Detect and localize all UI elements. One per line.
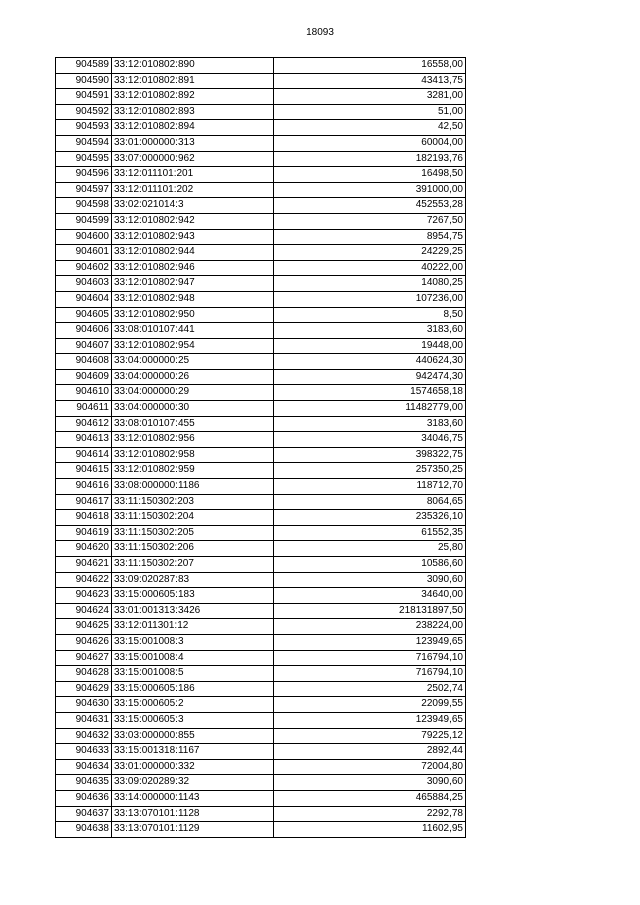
cadastral-number-cell: 33:02:021014:3 [112, 198, 274, 214]
value-cell: 8954,75 [274, 229, 466, 245]
cadastral-number-cell: 33:11:150302:206 [112, 541, 274, 557]
row-number-cell: 904629 [56, 681, 112, 697]
cadastral-number-cell: 33:12:010802:946 [112, 260, 274, 276]
row-number-cell: 904630 [56, 697, 112, 713]
row-number-cell: 904620 [56, 541, 112, 557]
table-row [56, 323, 466, 339]
row-number-cell: 904634 [56, 759, 112, 775]
cadastral-number-cell: 33:07:000000:962 [112, 151, 274, 167]
row-number-cell: 904590 [56, 73, 112, 89]
value-cell: 11602,95 [274, 822, 466, 838]
table-row [56, 198, 466, 214]
cadastral-number-cell: 33:09:020287:83 [112, 572, 274, 588]
row-number-cell: 904624 [56, 603, 112, 619]
table-row [56, 494, 466, 510]
table-row [56, 525, 466, 541]
row-number-cell: 904592 [56, 104, 112, 120]
cadastral-number-cell: 33:12:010802:956 [112, 432, 274, 448]
table-row [56, 634, 466, 650]
row-number-cell: 904612 [56, 416, 112, 432]
value-cell: 391000,00 [274, 182, 466, 198]
cadastral-number-cell: 33:12:010802:894 [112, 120, 274, 136]
table-row [56, 681, 466, 697]
value-cell: 465884,25 [274, 790, 466, 806]
row-number-cell: 904594 [56, 135, 112, 151]
row-number-cell: 904631 [56, 712, 112, 728]
table-row [56, 385, 466, 401]
cadastral-number-cell: 33:12:010802:891 [112, 73, 274, 89]
table-row [56, 603, 466, 619]
row-number-cell: 904632 [56, 728, 112, 744]
row-number-cell: 904609 [56, 369, 112, 385]
table-row [56, 338, 466, 354]
table-row [56, 401, 466, 417]
cadastral-number-cell: 33:12:010802:943 [112, 229, 274, 245]
row-number-cell: 904617 [56, 494, 112, 510]
cadastral-number-cell: 33:12:010802:893 [112, 104, 274, 120]
value-cell: 16558,00 [274, 58, 466, 74]
table-row [56, 447, 466, 463]
cadastral-table [55, 57, 466, 838]
cadastral-number-cell: 33:12:010802:950 [112, 307, 274, 323]
cadastral-number-cell: 33:04:000000:30 [112, 401, 274, 417]
row-number-cell: 904636 [56, 790, 112, 806]
row-number-cell: 904589 [56, 58, 112, 74]
cadastral-number-cell: 33:04:000000:26 [112, 369, 274, 385]
cadastral-number-cell: 33:15:001008:5 [112, 666, 274, 682]
cadastral-number-cell: 33:08:010107:455 [112, 416, 274, 432]
row-number-cell: 904610 [56, 385, 112, 401]
row-number-cell: 904596 [56, 167, 112, 183]
value-cell: 34640,00 [274, 588, 466, 604]
table-row [56, 728, 466, 744]
table-row [56, 697, 466, 713]
cadastral-number-cell: 33:12:010802:954 [112, 338, 274, 354]
table-row [56, 213, 466, 229]
row-number-cell: 904614 [56, 447, 112, 463]
row-number-cell: 904618 [56, 510, 112, 526]
table-row [56, 744, 466, 760]
table-row [56, 73, 466, 89]
row-number-cell: 904611 [56, 401, 112, 417]
cadastral-number-cell: 33:12:010802:948 [112, 291, 274, 307]
table-row [56, 775, 466, 791]
value-cell: 235326,10 [274, 510, 466, 526]
value-cell: 123949,65 [274, 712, 466, 728]
row-number-cell: 904608 [56, 354, 112, 370]
table-row [56, 510, 466, 526]
cadastral-number-cell: 33:12:011101:202 [112, 182, 274, 198]
cadastral-number-cell: 33:08:000000:1186 [112, 479, 274, 495]
cadastral-number-cell: 33:15:000605:186 [112, 681, 274, 697]
table-row [56, 229, 466, 245]
value-cell: 14080,25 [274, 276, 466, 292]
row-number-cell: 904591 [56, 89, 112, 105]
cadastral-number-cell: 33:11:150302:203 [112, 494, 274, 510]
cadastral-number-cell: 33:01:000000:313 [112, 135, 274, 151]
row-number-cell: 904615 [56, 463, 112, 479]
value-cell: 2292,78 [274, 806, 466, 822]
table-row [56, 463, 466, 479]
row-number-cell: 904616 [56, 479, 112, 495]
row-number-cell: 904598 [56, 198, 112, 214]
value-cell: 2892,44 [274, 744, 466, 760]
table-row [56, 541, 466, 557]
cadastral-number-cell: 33:12:011101:201 [112, 167, 274, 183]
table-row [56, 245, 466, 261]
row-number-cell: 904619 [56, 525, 112, 541]
value-cell: 11482779,00 [274, 401, 466, 417]
table-row [56, 822, 466, 838]
cadastral-number-cell: 33:11:150302:207 [112, 557, 274, 573]
value-cell: 8,50 [274, 307, 466, 323]
cadastral-number-cell: 33:12:010802:892 [112, 89, 274, 105]
value-cell: 716794,10 [274, 666, 466, 682]
table-row [56, 712, 466, 728]
value-cell: 25,80 [274, 541, 466, 557]
row-number-cell: 904621 [56, 557, 112, 573]
value-cell: 16498,50 [274, 167, 466, 183]
value-cell: 19448,00 [274, 338, 466, 354]
table-row [56, 666, 466, 682]
value-cell: 238224,00 [274, 619, 466, 635]
table-row [56, 416, 466, 432]
cadastral-number-cell: 33:13:070101:1129 [112, 822, 274, 838]
value-cell: 452553,28 [274, 198, 466, 214]
table-row [56, 369, 466, 385]
row-number-cell: 904597 [56, 182, 112, 198]
cadastral-number-cell: 33:12:010802:959 [112, 463, 274, 479]
row-number-cell: 904600 [56, 229, 112, 245]
value-cell: 22099,55 [274, 697, 466, 713]
value-cell: 24229,25 [274, 245, 466, 261]
value-cell: 8064,65 [274, 494, 466, 510]
row-number-cell: 904604 [56, 291, 112, 307]
cadastral-number-cell: 33:15:000605:183 [112, 588, 274, 604]
cadastral-number-cell: 33:12:010802:947 [112, 276, 274, 292]
row-number-cell: 904625 [56, 619, 112, 635]
cadastral-number-cell: 33:11:150302:204 [112, 510, 274, 526]
value-cell: 716794,10 [274, 650, 466, 666]
cadastral-number-cell: 33:04:000000:29 [112, 385, 274, 401]
value-cell: 43413,75 [274, 73, 466, 89]
value-cell: 7267,50 [274, 213, 466, 229]
table-row [56, 120, 466, 136]
row-number-cell: 904605 [56, 307, 112, 323]
table-row [56, 276, 466, 292]
value-cell: 3183,60 [274, 323, 466, 339]
cadastral-number-cell: 33:15:001318:1167 [112, 744, 274, 760]
cadastral-number-cell: 33:14:000000:1143 [112, 790, 274, 806]
row-number-cell: 904633 [56, 744, 112, 760]
value-cell: 51,00 [274, 104, 466, 120]
value-cell: 3090,60 [274, 775, 466, 791]
value-cell: 72004,80 [274, 759, 466, 775]
table-body [56, 58, 466, 838]
table-row [56, 89, 466, 105]
table-row [56, 588, 466, 604]
table-row [56, 572, 466, 588]
value-cell: 257350,25 [274, 463, 466, 479]
row-number-cell: 904595 [56, 151, 112, 167]
value-cell: 182193,76 [274, 151, 466, 167]
value-cell: 218131897,50 [274, 603, 466, 619]
row-number-cell: 904603 [56, 276, 112, 292]
cadastral-number-cell: 33:15:001008:4 [112, 650, 274, 666]
row-number-cell: 904602 [56, 260, 112, 276]
row-number-cell: 904599 [56, 213, 112, 229]
value-cell: 40222,00 [274, 260, 466, 276]
table-row [56, 557, 466, 573]
table-row [56, 650, 466, 666]
row-number-cell: 904626 [56, 634, 112, 650]
cadastral-number-cell: 33:12:011301:12 [112, 619, 274, 635]
table-row [56, 759, 466, 775]
table-row [56, 135, 466, 151]
value-cell: 3090,60 [274, 572, 466, 588]
table-row [56, 291, 466, 307]
table-row [56, 479, 466, 495]
row-number-cell: 904628 [56, 666, 112, 682]
cadastral-number-cell: 33:12:010802:942 [112, 213, 274, 229]
table-row [56, 432, 466, 448]
value-cell: 61552,35 [274, 525, 466, 541]
value-cell: 398322,75 [274, 447, 466, 463]
row-number-cell: 904607 [56, 338, 112, 354]
row-number-cell: 904637 [56, 806, 112, 822]
row-number-cell: 904613 [56, 432, 112, 448]
table-row [56, 167, 466, 183]
value-cell: 1574658,18 [274, 385, 466, 401]
value-cell: 123949,65 [274, 634, 466, 650]
value-cell: 118712,70 [274, 479, 466, 495]
table-row [56, 806, 466, 822]
row-number-cell: 904601 [56, 245, 112, 261]
value-cell: 42,50 [274, 120, 466, 136]
row-number-cell: 904623 [56, 588, 112, 604]
cadastral-number-cell: 33:15:000605:2 [112, 697, 274, 713]
value-cell: 34046,75 [274, 432, 466, 448]
row-number-cell: 904638 [56, 822, 112, 838]
cadastral-number-cell: 33:15:001008:3 [112, 634, 274, 650]
row-number-cell: 904593 [56, 120, 112, 136]
cadastral-number-cell: 33:12:010802:958 [112, 447, 274, 463]
table-row [56, 151, 466, 167]
value-cell: 60004,00 [274, 135, 466, 151]
cadastral-number-cell: 33:09:020289:32 [112, 775, 274, 791]
cadastral-number-cell: 33:13:070101:1128 [112, 806, 274, 822]
cadastral-number-cell: 33:12:010802:944 [112, 245, 274, 261]
cadastral-number-cell: 33:11:150302:205 [112, 525, 274, 541]
value-cell: 10586,60 [274, 557, 466, 573]
value-cell: 942474,30 [274, 369, 466, 385]
table-row [56, 182, 466, 198]
cadastral-number-cell: 33:15:000605:3 [112, 712, 274, 728]
table-row [56, 354, 466, 370]
value-cell: 3183,60 [274, 416, 466, 432]
row-number-cell: 904627 [56, 650, 112, 666]
page-number: 18093 [306, 27, 334, 38]
row-number-cell: 904622 [56, 572, 112, 588]
value-cell: 3281,00 [274, 89, 466, 105]
table-row [56, 58, 466, 74]
value-cell: 107236,00 [274, 291, 466, 307]
cadastral-number-cell: 33:01:001313:3426 [112, 603, 274, 619]
value-cell: 440624,30 [274, 354, 466, 370]
cadastral-number-cell: 33:08:010107:441 [112, 323, 274, 339]
cadastral-number-cell: 33:04:000000:25 [112, 354, 274, 370]
table-row [56, 260, 466, 276]
value-cell: 2502,74 [274, 681, 466, 697]
table-row [56, 104, 466, 120]
table-row [56, 790, 466, 806]
cadastral-number-cell: 33:12:010802:890 [112, 58, 274, 74]
cadastral-number-cell: 33:03:000000:855 [112, 728, 274, 744]
row-number-cell: 904635 [56, 775, 112, 791]
value-cell: 79225,12 [274, 728, 466, 744]
cadastral-number-cell: 33:01:000000:332 [112, 759, 274, 775]
table-row [56, 307, 466, 323]
table-row [56, 619, 466, 635]
row-number-cell: 904606 [56, 323, 112, 339]
